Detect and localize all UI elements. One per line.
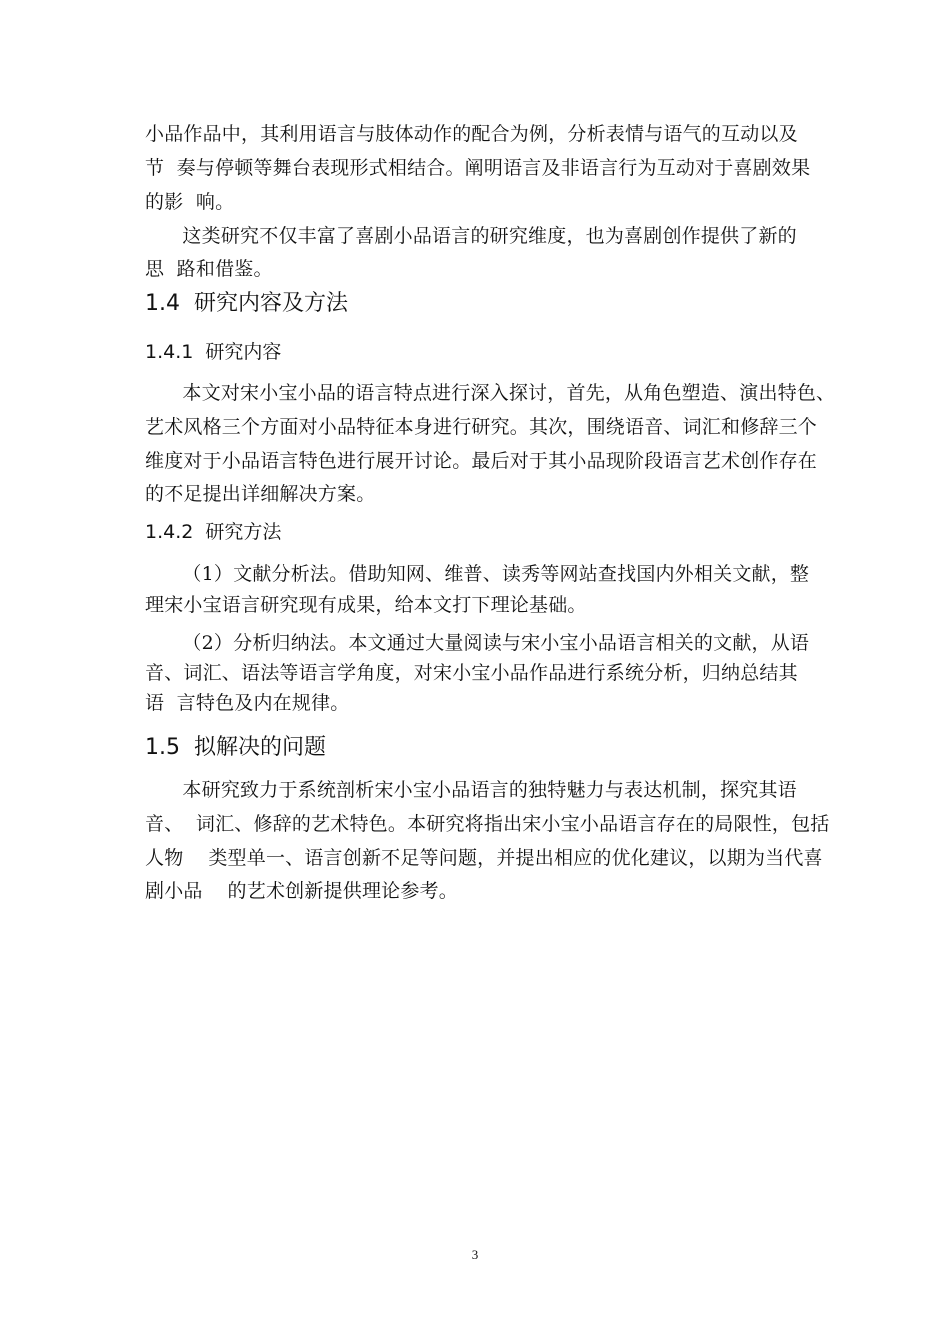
text-line: （1）文献分析法。借助知网、维普、读秀等网站查找国内外相关文献，整 bbox=[145, 563, 810, 585]
text-line: （2）分析归纳法。本文通过大量阅读与宋小宝小品语言相关的文献，从语 bbox=[145, 632, 810, 654]
text-line: 音、 词汇、修辞的艺术特色。本研究将指出宋小宝小品语言存在的局限性，包括 bbox=[145, 813, 830, 835]
subsection-heading: 1.4.2 研究方法 bbox=[145, 521, 282, 543]
text-line: 音、词汇、语法等语言学角度，对宋小宝小品作品进行系统分析，归纳总结其 bbox=[145, 662, 798, 684]
text-line: 小品作品中，其利用语言与肢体动作的配合为例，分析表情与语气的互动以及 bbox=[145, 123, 798, 145]
text-line: 的影 响。 bbox=[145, 191, 235, 213]
text-line: 艺术风格三个方面对小品特征本身进行研究。其次，围绕语音、词汇和修辞三个 bbox=[145, 416, 818, 438]
page-number: 3 bbox=[471, 1247, 479, 1262]
text-line: 人物 类型单一、语言创新不足等问题，并提出相应的优化建议，以期为当代喜 bbox=[145, 847, 823, 869]
text-line: 的不足提出详细解决方案。 bbox=[145, 483, 376, 505]
text-line: 维度对于小品语言特色进行展开讨论。最后对于其小品现阶段语言艺术创作存在 bbox=[145, 450, 818, 472]
subsection-heading: 1.4.1 研究内容 bbox=[145, 341, 282, 363]
section-heading: 1.4 研究内容及方法 bbox=[145, 291, 348, 316]
text-line: 节 奏与停顿等舞台表现形式相结合。阐明语言及非语言行为互动对于喜剧效果 bbox=[145, 157, 811, 179]
section-heading: 1.5 拟解决的问题 bbox=[145, 735, 326, 760]
text-line: 这类研究不仅丰富了喜剧小品语言的研究维度，也为喜剧创作提供了新的 bbox=[145, 225, 797, 247]
text-line: 本文对宋小宝小品的语言特点进行深入探讨，首先，从角色塑造、演出特色、 bbox=[145, 382, 836, 404]
text-line: 思 路和借鉴。 bbox=[145, 258, 273, 280]
text-line: 剧小品 的艺术创新提供理论参考。 bbox=[145, 880, 458, 902]
text-line: 理宋小宝语言研究现有成果，给本文打下理论基础。 bbox=[145, 594, 587, 616]
text-line: 语 言特色及内在规律。 bbox=[145, 692, 350, 714]
text-line: 本研究致力于系统剖析宋小宝小品语言的独特魅力与表达机制，探究其语 bbox=[145, 779, 797, 801]
